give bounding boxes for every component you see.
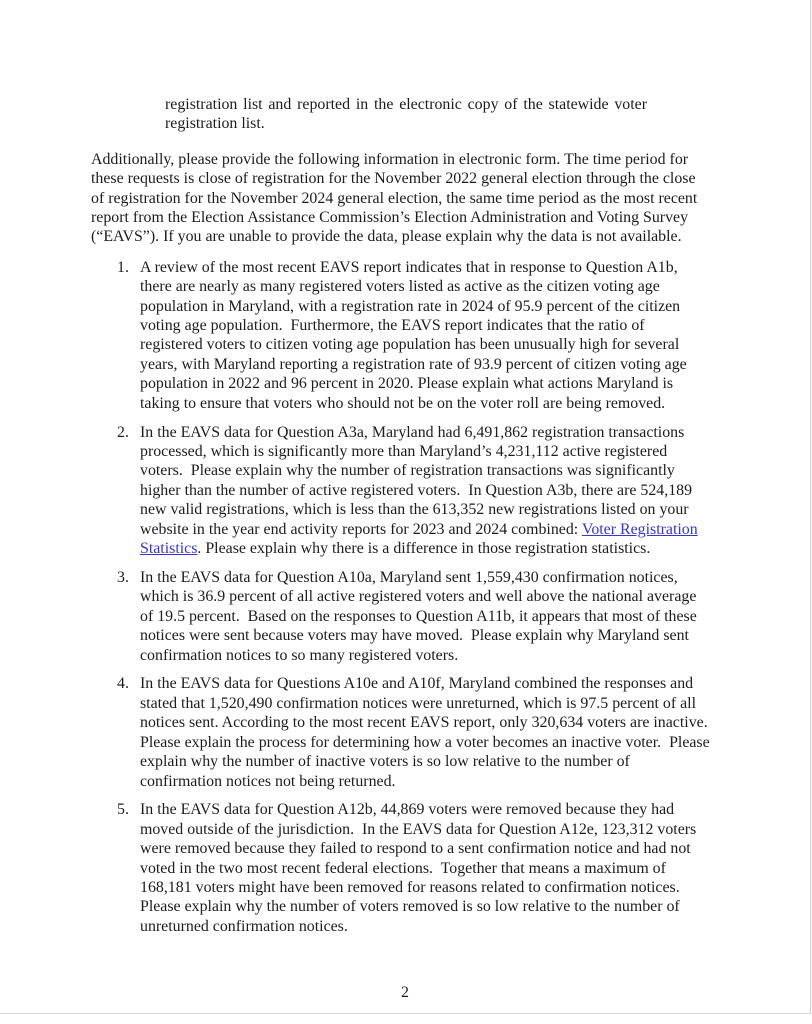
item-text-line: were removed because they failed to respond to a sent confirmation notice and had not [140,840,691,858]
item-text [140,423,791,559]
intro-line: registration list and reported in the electronic copy of the statewide voter [165,96,647,113]
voter-registration-statistics-link[interactable]: Statistics [140,540,198,558]
list-item-2 [91,423,791,559]
item-text-line: registered voters to citizen voting age population has been unusually high for several [140,336,680,354]
item-text-line: voters. Please explain why the number of registration transactions was significantly [140,462,675,480]
item-text-line: In the EAVS data for Question A3a, Maryland had 6,491,862 registration transactions [140,423,685,441]
item-text-line [140,539,791,558]
item-text-line: In the EAVS data for Question A10a, Maryland sent 1,559,430 confirmation notices, [140,568,678,586]
paragraph-line: (“EAVS”). If you are unable to provide the data, please explain why the data is not available. [91,228,682,246]
paragraph-line: of registration for the November 2024 general election, the same time period as the most recent [91,189,698,207]
paragraph-line: Additionally, please provide the following information in electronic form. The time period for [91,150,689,168]
item-text-line: population in 2022 and 96 percent in 2020. Please explain what actions Maryland is [140,375,674,393]
item-text-line: A review of the most recent EAVS report indicates that in response to Question A1b, [140,258,678,276]
item-number: 5. [117,801,129,819]
item-text [140,674,791,790]
item-text-line: voted in the two most recent federal elections. Together that means a maximum of [140,859,666,877]
item-text-line: population in Maryland, with a registration rate in 2024 of 95.9 percent of the citizen [140,297,681,315]
item-text-line: voting age population. Furthermore, the EAVS report indicates that the ratio of [140,317,645,335]
item-text-line: new valid registrations, which is less than the 613,352 new registrations listed on your [140,501,689,519]
item-text-line: there are nearly as many registered voters listed as active as the citizen voting age [140,278,660,296]
item-text-segment: website in the year end activity reports for 2023 and 2024 combined: [140,520,582,538]
item-text [140,800,791,936]
item-text-line: processed, which is significantly more than Maryland’s 4,231,112 active registered [140,443,668,460]
item-number: 4. [117,675,129,693]
list-item-4 [91,674,791,790]
item-text-line: notices were sent because voters may have moved. Please explain why Maryland sent [140,627,689,645]
item-text-line: higher than the number of active registered voters. In Question A3b, there are 524,189 [140,481,693,499]
paragraph-line: these requests is close of registration for the November 2022 general election through the close [91,170,696,188]
list-item-5 [91,800,791,936]
item-text-line: 168,181 voters might have been removed for reasons related to confirmation notices. [140,879,680,897]
item-number: 3. [117,568,129,586]
item-text-line: Please explain why the number of voters removed is so low relative to the number of [140,898,680,916]
item-text-line: which is 36.9 percent of all active registered voters and well above the national average [140,588,697,606]
item-text-line: In the EAVS data for Questions A10e and A10f, Maryland combined the responses and [140,675,694,693]
intro-line: registration list. [165,115,265,133]
voter-registration-statistics-link[interactable]: Voter Registration [581,520,698,538]
item-text-line: stated that 1,520,490 confirmation notices were unreturned, which is 97.5 percent of all [140,694,697,712]
page-content [91,95,791,946]
intro-paragraph [165,95,647,134]
item-text [140,568,791,665]
item-text-line: unreturned confirmation notices. [140,917,348,935]
page-number: 2 [401,984,409,1001]
item-text-line: In the EAVS data for Question A12b, 44,869 voters were removed because they had [140,801,675,819]
list-item-3 [91,568,791,665]
body-paragraph [91,150,791,247]
item-text-line: notices sent. According to the most recent EAVS report, only 320,634 voters are inactive. [140,714,708,732]
item-number: 2. [117,423,129,441]
item-text-line: confirmation notices not being returned. [140,772,396,790]
item-text-line: taking to ensure that voters who should not be on the voter roll are being removed. [140,394,666,412]
paragraph-line: report from the Election Assistance Commission’s Election Administration and Voting Survey [91,209,689,227]
list-item-1 [91,258,791,413]
item-text-line [140,520,791,539]
item-text-segment: . Please explain why there is a difference in those registration statistics. [197,540,651,558]
item-number: 1. [117,258,129,276]
item-text-line: of 19.5 percent. Based on the responses to Question A11b, it appears that most of these [140,607,697,625]
item-text-line: years, with Maryland reporting a registration rate of 93.9 percent of citizen voting age [140,355,687,373]
item-text-line: Please explain the process for determining how a voter becomes an inactive voter. Please [140,733,710,751]
request-list [91,258,791,936]
item-text-line: confirmation notices to so many registered voters. [140,646,459,664]
item-text [140,258,791,413]
item-text-line: moved outside of the jurisdiction. In the EAVS data for Question A12e, 123,312 voters [140,820,697,838]
item-text-line: explain why the number of inactive voters is so low relative to the number of [140,753,630,771]
